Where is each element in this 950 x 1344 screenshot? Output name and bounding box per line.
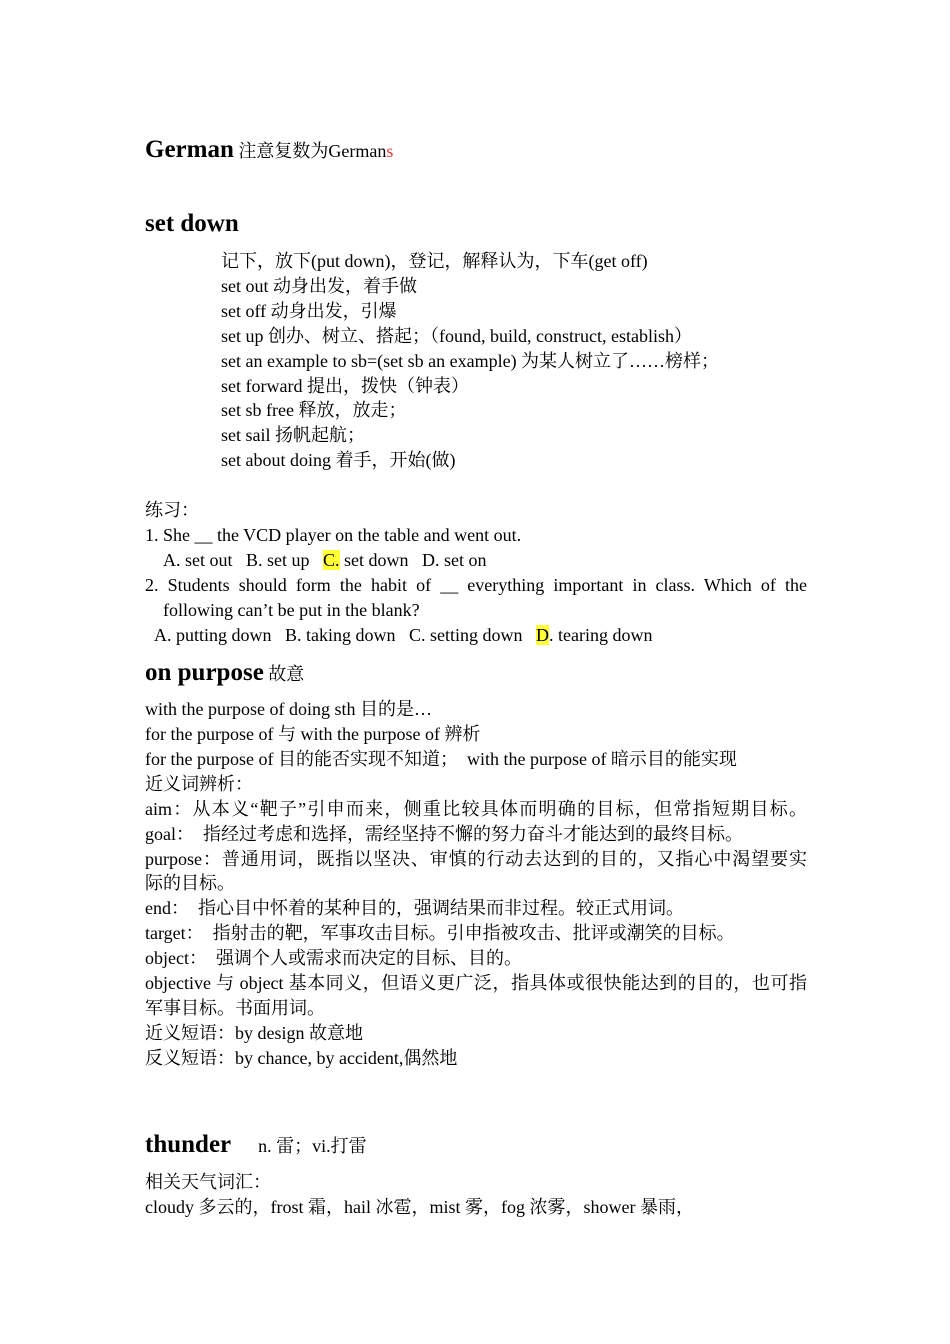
note-line: end： 指心目中怀着的某种目的，强调结果而非过程。较正式用词。: [145, 898, 684, 918]
german-plural-suffix: s: [386, 141, 394, 161]
question-1-options: [163, 548, 487, 573]
note-line: 军事目标。书面用词。: [145, 998, 325, 1018]
question-2-line-2: following can’t be put in the blank?: [163, 600, 420, 620]
note-line: target： 指射击的靶，军事攻击目标。引申指被攻击、批评或潮笑的目标。: [145, 923, 735, 943]
q1-answer-highlight: C.: [323, 550, 340, 570]
german-note: [238, 141, 393, 161]
thunder-pos: n. 雷；vi.打雷: [258, 1136, 367, 1156]
question-1: 1. She __ the VCD player on the table and went out.: [145, 525, 522, 545]
german-note-text: 注意复数为German: [238, 141, 387, 161]
note-line: objective 与 object 基本同义，但语义更广泛，指具体或很快能达到的目的，也可指: [145, 973, 807, 993]
set-down-item: set off 动身出发，引爆: [221, 301, 397, 321]
on-purpose-heading: on purpose: [145, 659, 264, 686]
note-line: purpose：普通用词，既指以坚决、审慎的行动去达到的目的，又指心中渴望要实: [145, 849, 807, 869]
q1-options-text: A. set out B. set up: [163, 550, 323, 570]
on-purpose-heading-cn: 故意: [268, 664, 305, 684]
note-line: 近义短语：by design 故意地: [145, 1023, 363, 1043]
note-line: 际的目标。: [145, 873, 235, 893]
set-down-heading: set down: [145, 210, 239, 237]
q2-options-text: . tearing down: [549, 625, 653, 645]
german-entry: [145, 134, 393, 166]
note-line: 近义词辨析：: [145, 774, 253, 794]
set-down-item: set sb free 释放，放走；: [221, 400, 407, 420]
german-heading: German: [145, 136, 234, 163]
thunder-entry: [145, 1129, 367, 1161]
set-down-item: set an example to sb=(set sb an example) 为某人树立了……榜样；: [221, 351, 720, 371]
q1-options-text: set down D. set on: [339, 550, 487, 570]
question-2-options: [154, 623, 652, 648]
on-purpose-entry: [145, 657, 304, 689]
note-line: aim：从本义“靶子”引申而来，侧重比较具体而明确的目标，但常指短期目标。: [145, 799, 807, 819]
weather-words: cloudy 多云的，frost 霜，hail 冰雹，mist 雾，fog 浓雾，shower 暴雨，: [145, 1197, 694, 1217]
set-down-item: 记下，放下(put down)，登记，解释认为，下车(get off): [221, 251, 648, 271]
thunder-heading: thunder: [145, 1131, 232, 1158]
question-2-line-1: 2. Students should form the habit of __ everything important in class. Which of the: [145, 575, 807, 595]
note-line: for the purpose of 目的能否实现不知道； with the purpose of 暗示目的能实现: [145, 749, 737, 769]
q2-answer-highlight: D: [536, 625, 549, 645]
note-line: 反义短语：by chance, by accident,偶然地: [145, 1048, 458, 1068]
set-down-item: set sail 扬帆起航；: [221, 425, 365, 445]
weather-words-label: 相关天气词汇：: [145, 1172, 271, 1192]
note-line: object： 强调个人或需求而决定的目标、目的。: [145, 948, 522, 968]
set-down-item: set out 动身出发，着手做: [221, 276, 417, 296]
exercise-label: 练习：: [145, 500, 199, 520]
set-down-item: set forward 提出，拨快（钟表）: [221, 376, 469, 396]
note-line: with the purpose of doing sth 目的是…: [145, 699, 432, 719]
set-down-item: set up 创办、树立、搭起；（found, build, construct, establish）: [221, 326, 692, 346]
q2-options-text: A. putting down B. taking down C. setting down: [154, 625, 536, 645]
note-line: goal： 指经过考虑和选择，需经坚持不懈的努力奋斗才能达到的最终目标。: [145, 824, 743, 844]
note-line: for the purpose of 与 with the purpose of 辨析: [145, 724, 481, 744]
set-down-item: set about doing 着手，开始(做): [221, 450, 456, 470]
